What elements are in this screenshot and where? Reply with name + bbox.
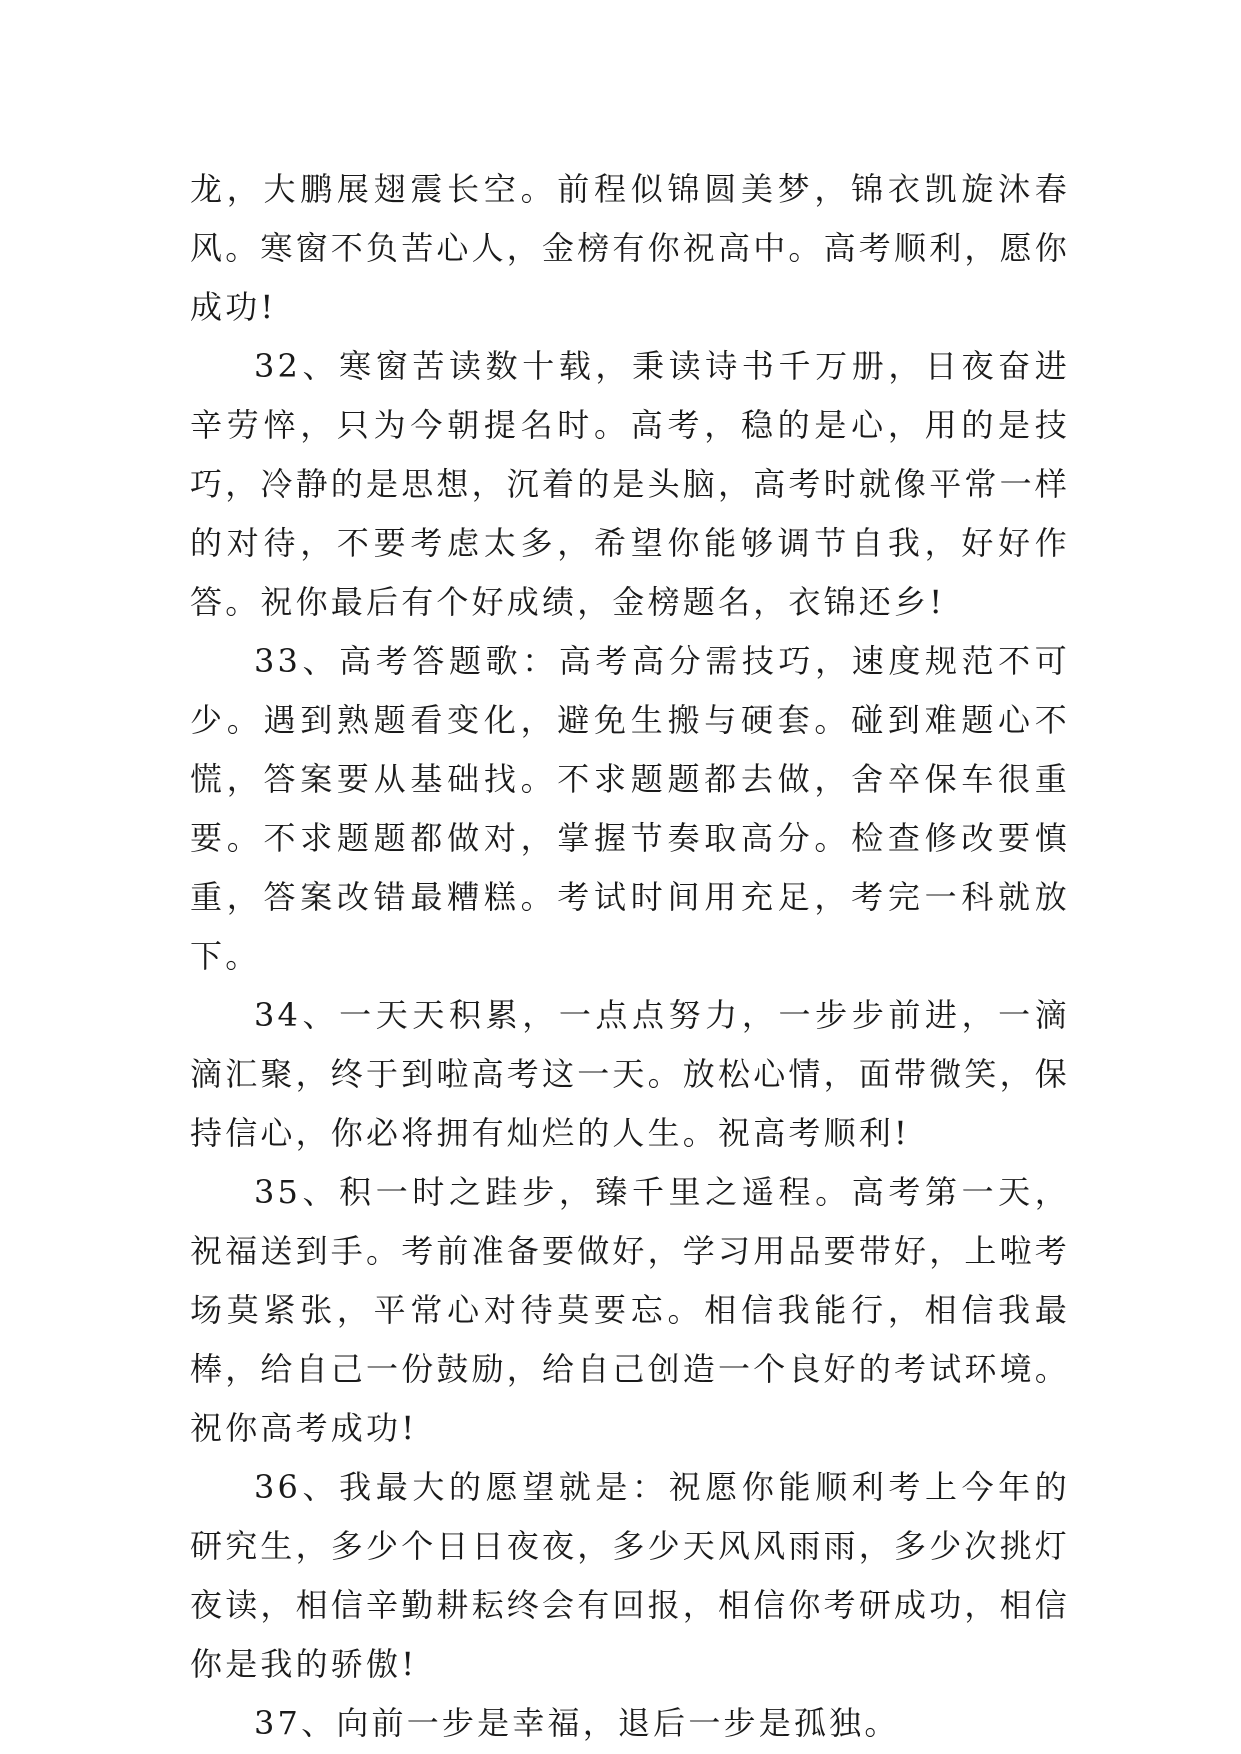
paragraph-item-35: 35、积一时之跬步，臻千里之遥程。高考第一天，祝福送到手。考前准备要做好，学习用品要带好，上啦考场莫紧张，平常心对待莫要忘。相信我能行，相信我最棒，给自己一份鼓励，给自己创造一个良好的考试环境。祝你高考成功! xyxy=(190,1173,1071,1447)
paragraph-item-37: 37、向前一步是幸福，退后一步是孤独。 xyxy=(254,1704,900,1742)
paragraph-item-33: 33、高考答题歌：高考高分需技巧，速度规范不可少。遇到熟题看变化，避免生搬与硬套。碰到难题心不慌，答案要从基础找。不求题题都去做，舍卒保车很重要。不求题题都做对，掌握节奏取高分。检查修改要慎重，答案改错最糟糕。考试时间用充足，考完一科就放下。 xyxy=(190,642,1070,975)
paragraph-item-34: 34、一天天积累，一点点努力，一步步前进，一滴滴汇聚，终于到啦高考这一天。放松心情，面带微笑，保持信心，你必将拥有灿烂的人生。祝高考顺利! xyxy=(190,996,1071,1152)
document-body xyxy=(190,160,1070,1753)
paragraph-item-36: 36、我最大的愿望就是：祝愿你能顺利考上今年的研究生，多少个日日夜夜，多少天风风雨雨，多少次挑灯夜读，相信辛勤耕耘终会有回报，相信你考研成功，相信你是我的骄傲! xyxy=(190,1468,1071,1683)
paragraph-item-32: 32、寒窗苦读数十载，秉读诗书千万册，日夜奋进辛劳悴，只为今朝提名时。高考，稳的是心，用的是技巧，冷静的是思想，沉着的是头脑，高考时就像平常一样的对待，不要考虑太多，希望你能够调节自我，好好作答。祝你最后有个好成绩，金榜题名，衣锦还乡! xyxy=(190,347,1071,621)
paragraph-continuation: 龙，大鹏展翅震长空。前程似锦圆美梦，锦衣凯旋沐春风。寒窗不负苦心人，金榜有你祝高中。高考顺利，愿你成功! xyxy=(190,170,1071,326)
